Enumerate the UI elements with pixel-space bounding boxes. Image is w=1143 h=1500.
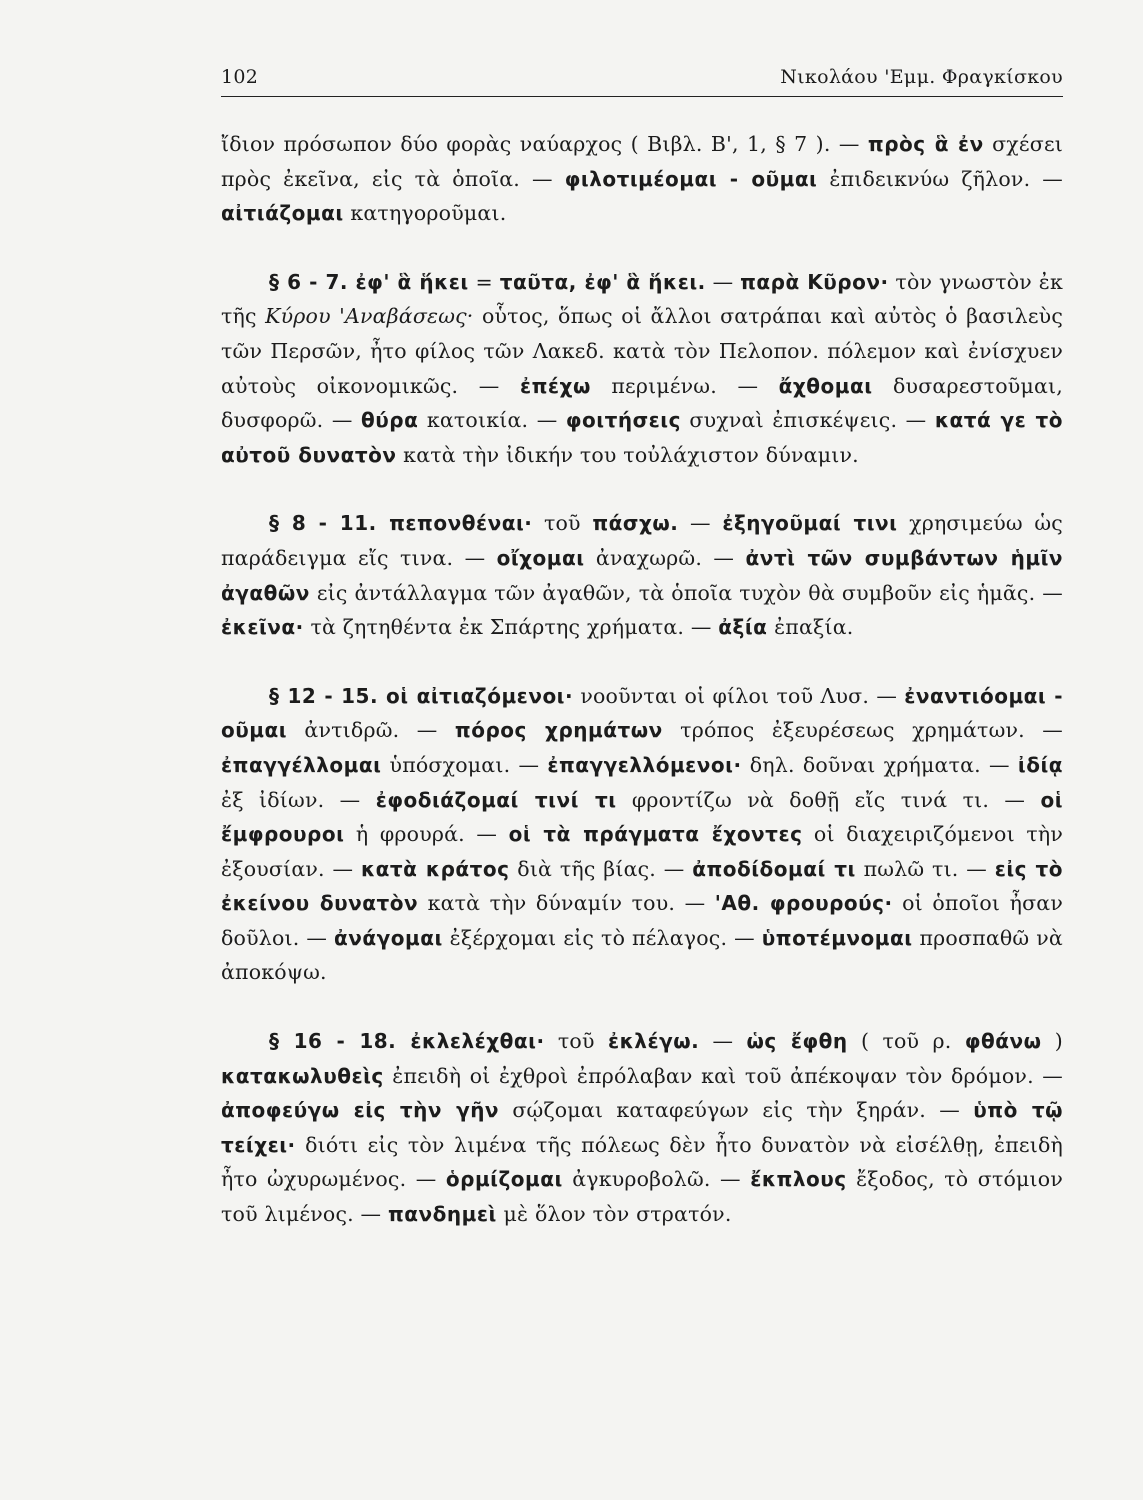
text-run: κατὰ τὴν ἰδικήν του τοὐλάχιστον δύναμιν. bbox=[396, 442, 859, 467]
text-run: ἔξοδος, τὸ στόμιον τοῦ λιμένος. — bbox=[221, 1167, 1063, 1227]
text-run: ἡ φρουρά. — bbox=[344, 822, 509, 847]
lemma: ὁρμίζομαι bbox=[445, 1167, 563, 1192]
text-run: σῴζομαι καταφεύγων εἰς τὴν ξηράν. — bbox=[499, 1098, 974, 1123]
lemma: ἐναντιόομαι - οῦμαι bbox=[221, 683, 1064, 743]
lemma: ἀνάγομαι bbox=[334, 925, 443, 950]
text-run: ἐξέρχομαι εἰς τὸ πέλαγος. — bbox=[442, 925, 762, 950]
running-title: Νικολάου 'Εμμ. Φραγκίσκου bbox=[780, 66, 1063, 88]
text-run: συχναὶ ἐπισκέψεις. — bbox=[680, 408, 935, 433]
text-run: ἐπιδεικνύω ζῆλον. — bbox=[817, 166, 1064, 191]
text-run: ἐξ ἰδίων. — bbox=[221, 787, 376, 812]
lemma: ὑποτέμνομαι bbox=[761, 925, 913, 950]
text-run: ἀγκυροβολῶ. — bbox=[562, 1167, 751, 1192]
lemma: ὡς ἔφθη bbox=[746, 1029, 848, 1054]
paragraph-1 bbox=[221, 127, 1063, 231]
lemma: ἐφοδιάζομαί τινί τι bbox=[375, 787, 617, 812]
text-run: νοοῦνται οἱ φίλοι τοῦ Λυσ. — bbox=[573, 683, 905, 708]
text-run: προσπαθῶ νὰ ἀποκόψω. bbox=[221, 925, 1063, 985]
text-run: — bbox=[699, 1029, 747, 1054]
text-run: ἀντιδρῶ. — bbox=[287, 718, 455, 743]
lemma: φιλοτιμέομαι - οῦμαι bbox=[564, 166, 818, 191]
text-run: — bbox=[678, 511, 723, 536]
text-run: διὰ τῆς βίας. — bbox=[509, 856, 693, 881]
text-run: τοῦ bbox=[544, 1029, 608, 1054]
lemma: ὑπὸ τῷ τείχει· bbox=[221, 1098, 1064, 1157]
text-run: οἱ ὁποῖοι ἦσαν δοῦλοι. — bbox=[221, 891, 1063, 950]
lemma: κατά γε τὸ αὐτοῦ δυνατὸν bbox=[221, 408, 1064, 467]
lemma: εἰς τὸ ἐκείνου δυνατὸν bbox=[221, 856, 1064, 916]
lemma: ἰδίᾳ bbox=[1017, 752, 1063, 777]
lemma: οἱ ἔμφρουροι bbox=[221, 787, 1063, 847]
section-lemma: § 8 - 11. πεπονθέναι· bbox=[269, 511, 533, 536]
text-run: τὰ ζητηθέντα ἐκ Σπάρτης χρήματα. — bbox=[303, 615, 719, 640]
paragraph-section-8-11 bbox=[221, 506, 1063, 644]
lemma: 'Αθ. φρουρούς· bbox=[714, 891, 893, 916]
text-run: ἐπειδὴ οἱ ἐχθροὶ ἐπρόλαβαν καὶ τοῦ ἀπέκοψαν τὸν δρόμον. — bbox=[383, 1063, 1063, 1088]
lemma: ἀξία bbox=[718, 615, 768, 640]
paragraph-section-16-18 bbox=[221, 1024, 1063, 1232]
text-run: εἰς ἀντάλλαγμα τῶν ἀγαθῶν, τὰ ὁποῖα τυχὸν θὰ συμβοῦν εἰς ἡμᾶς. — bbox=[309, 580, 1063, 605]
text-run: ὑπόσχομαι. — bbox=[381, 752, 548, 777]
paragraph-section-6-7 bbox=[221, 265, 1063, 473]
text-run: τρόπος ἐξευρέσεως χρημάτων. — bbox=[662, 718, 1063, 743]
lemma: φοιτήσεις bbox=[565, 408, 681, 433]
commentary-body bbox=[221, 127, 1063, 1232]
lemma: αἰτιάζομαι bbox=[221, 201, 344, 226]
text-run: — bbox=[705, 269, 741, 294]
lemma: ἐκλέγω. bbox=[607, 1029, 700, 1054]
lemma: κατὰ κράτος bbox=[360, 856, 510, 881]
paragraph-section-12-15 bbox=[221, 679, 1063, 990]
text-run: ( τοῦ ρ. bbox=[847, 1029, 965, 1054]
text-run: διότι εἰς τὸν λιμένα τῆς πόλεως δὲν ἦτο δυνατὸν νὰ εἰσέλθῃ, ἐπειδὴ ἦτο ὠχυρωμένος. — bbox=[221, 1132, 1063, 1192]
text-run: δυσαρεστοῦμαι, δυσφορῶ. — bbox=[221, 373, 1063, 433]
text-run: ἐπαξία. bbox=[767, 615, 854, 640]
lemma: πανδημεὶ bbox=[387, 1202, 497, 1227]
text-run: = bbox=[468, 269, 500, 294]
lemma: ταῦτα, ἐφ' ἃ ἥκει. bbox=[499, 269, 706, 294]
running-header bbox=[221, 66, 1063, 97]
section-lemma: § 12 - 15. οἱ αἰτιαζόμενοι· bbox=[269, 683, 574, 708]
lemma: ἀποφεύγω εἰς τὴν γῆν bbox=[221, 1098, 500, 1123]
text-run: σχέσει πρὸς ἐκεῖνα, εἰς τὰ ὁποῖα. — bbox=[221, 132, 1064, 191]
lemma: πρὸς ἃ ἐν bbox=[867, 132, 984, 156]
lemma: οἴχομαι bbox=[496, 545, 585, 570]
text-run: χρησιμεύω ὡς παράδειγμα εἴς τινα. — bbox=[221, 511, 1063, 570]
text-run: περιμένω. — bbox=[590, 373, 779, 398]
text-run: τὸν γνωστὸν ἐκ τῆς bbox=[221, 269, 1064, 329]
text-run: οὗτος, ὅπως οἱ ἄλλοι σατράπαι καὶ αὐτὸς ὁ βασιλεὺς τῶν Περσῶν, ἦτο φίλος τῶν Λακεδ. κατὰ τὸν Πελοπον. πόλεμον καὶ ἐνίσχυεν αὐτοὺς οἰκονομικῶς. — bbox=[221, 304, 1063, 398]
lemma: θύρα bbox=[361, 408, 419, 433]
lemma: φθάνω bbox=[964, 1029, 1042, 1054]
section-lemma: § 6 - 7. ἐφ' ἃ ἥκει bbox=[269, 269, 469, 294]
text-run: ἀναχωρῶ. — bbox=[584, 545, 746, 570]
lemma: παρὰ Κῦρον· bbox=[740, 269, 889, 294]
text-run: κατοικία. — bbox=[418, 408, 566, 433]
text-run: ) bbox=[1041, 1029, 1064, 1054]
text-run: πωλῶ τι. — bbox=[855, 856, 995, 881]
lemma: ἀποδίδομαί τι bbox=[692, 856, 856, 881]
lemma: ἄχθομαι bbox=[778, 373, 873, 398]
section-lemma: § 16 - 18. ἐκλελέχθαι· bbox=[269, 1029, 545, 1054]
text-run: κατηγοροῦμαι. bbox=[343, 201, 507, 226]
text-run: φροντίζω νὰ δοθῇ εἴς τινά τι. — bbox=[616, 787, 1041, 812]
text-run: οἱ διαχειριζόμενοι τὴν ἐξουσίαν. — bbox=[221, 822, 1063, 881]
page-number: 102 bbox=[221, 66, 259, 88]
lemma: ἐξηγοῦμαί τινι bbox=[722, 511, 898, 536]
lemma: πάσχω. bbox=[592, 511, 679, 536]
text-run: τοῦ bbox=[532, 511, 593, 536]
lemma: ἀντὶ τῶν συμβάντων ἡμῖν ἀγαθῶν bbox=[221, 545, 1064, 605]
text-run: δηλ. δοῦναι χρήματα. — bbox=[741, 752, 1018, 777]
text-run: κατὰ τὴν δύναμίν του. — bbox=[418, 891, 715, 916]
text-run: ἴδιον πρόσωπον δύο φορὰς ναύαρχος ( Βιβλ. Β', 1, § 7 ). — bbox=[221, 132, 868, 156]
italic-title: Κύρου 'Αναβάσεως· bbox=[265, 304, 474, 329]
lemma: ἐπαγγελλόμενοι· bbox=[547, 752, 742, 777]
lemma: κατακωλυθεὶς bbox=[221, 1063, 384, 1088]
lemma: ἐπέχω bbox=[519, 373, 591, 398]
lemma: ἔκπλους bbox=[750, 1167, 847, 1192]
lemma: πόρος χρημάτων bbox=[454, 718, 663, 743]
lemma: οἱ τὰ πράγματα ἔχοντες bbox=[508, 822, 803, 847]
lemma: ἐκεῖνα· bbox=[221, 615, 304, 640]
text-run: μὲ ὅλον τὸν στρατόν. bbox=[496, 1202, 732, 1227]
lemma: ἐπαγγέλλομαι bbox=[221, 752, 382, 777]
